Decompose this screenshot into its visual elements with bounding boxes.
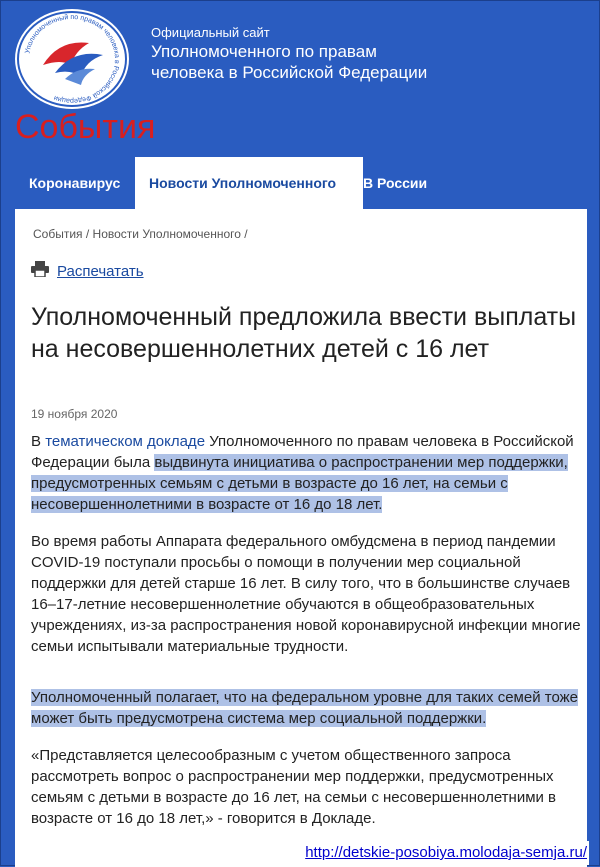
breadcrumb[interactable]: События / Новости Уполномоченного /: [33, 227, 248, 241]
thematic-report-link[interactable]: тематическом докладе: [45, 433, 206, 450]
tab-ombudsman-news[interactable]: Новости Уполномоченного: [135, 157, 363, 209]
section-title: События: [15, 108, 156, 146]
article-paragraph-4: «Представляется целесообразным с учетом общественного запроса рассмотреть вопрос о распространении мер поддержки, предусмотренных семьям с детьми в возрасте до 16 лет, на семьи с несовершеннолетними в возрасте от 16 до 18 лет,» - говорится в Докладе.: [31, 747, 557, 827]
tab-coronavirus[interactable]: Коронавирус: [29, 175, 121, 191]
site-title-line-1: Уполномоченного по правам: [151, 42, 377, 61]
article-date: 19 ноября 2020: [31, 407, 118, 421]
print-button[interactable]: [31, 261, 144, 281]
print-label: Распечатать: [57, 262, 144, 280]
article-paragraph-1: [31, 431, 583, 515]
paragraph-3-highlight: Уполномоченный полагает, что на федеральном уровне для таких семей тоже может быть предусмотрена система мер социальной поддержки.: [31, 689, 578, 727]
paragraph-1-highlight: выдвинута инициатива о распространении мер поддержки, предусмотренных семьям с детьми в возрасте до 16 лет, на семьи с несовершеннолетними в возрасте от 16 до 18 лет.: [31, 454, 568, 513]
ombudsman-logo[interactable]: [15, 9, 129, 109]
svg-text:Уполномоченный по правам челов: Уполномоченный по правам человека в Российской Федерации: [24, 13, 121, 105]
paragraph-1-text: Уполномоченного по правам человека в Российской Федерации была: [31, 433, 574, 471]
article-card: [15, 209, 587, 867]
tab-in-russia[interactable]: В России: [363, 175, 428, 191]
source-watermark[interactable]: http://detskie-posobiya.molodaja-semja.ru/: [303, 841, 589, 865]
paragraph-1-intro: В: [31, 433, 46, 450]
article-paragraph-3: [31, 687, 583, 729]
site-title-line-2: человека в Российской Федерации: [151, 63, 428, 82]
printer-icon: [31, 261, 49, 282]
site-subtitle: Официальный сайт: [151, 25, 270, 40]
article-headline: Уполномоченный предложила ввести выплаты на несовершеннолетних детей с 16 лет: [31, 303, 577, 363]
ombudsman-logo-icon: [15, 9, 129, 109]
article-paragraph-2: Во время работы Аппарата федерального омбудсмена в период пандемии COVID-19 поступали просьбы о помощи в получении мер социальной поддержки для детей старше 16 лет. В силу того, что в большинстве случаев 16–17-летние несовершеннолетние обучаются в общеобразовательных учреждениях, из-за распространения новой коронавирусной инфекции многие семьи испытывали материальные трудности.: [31, 533, 581, 655]
site-title[interactable]: [151, 41, 471, 83]
